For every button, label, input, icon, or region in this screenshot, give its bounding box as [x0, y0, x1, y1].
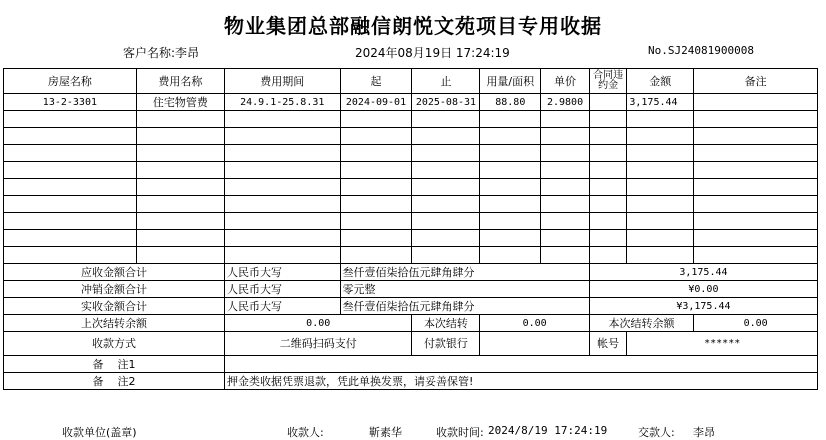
receipt-table	[3, 68, 818, 390]
empty-cell	[412, 162, 480, 179]
empty-cell	[136, 247, 224, 264]
empty-cell	[224, 128, 340, 145]
empty-cell	[412, 247, 480, 264]
empty-cell	[627, 213, 694, 230]
header-row	[4, 69, 818, 94]
empty-cell	[694, 179, 818, 196]
empty-cell	[694, 247, 818, 264]
empty-table-row	[4, 213, 818, 230]
empty-cell	[589, 196, 627, 213]
empty-cell	[340, 247, 412, 264]
note2: 押金类收据凭票退款，凭此单换发票，请妥善保管!	[224, 373, 817, 390]
cell-start: 2024-09-01	[340, 94, 412, 111]
header-usage: 用量/面积	[480, 69, 541, 94]
empty-cell	[224, 213, 340, 230]
empty-cell	[224, 247, 340, 264]
note1	[224, 356, 817, 373]
note1-row	[4, 356, 818, 373]
rmb-label: 人民币大写	[224, 281, 340, 298]
empty-cell	[412, 145, 480, 162]
empty-cell	[412, 213, 480, 230]
offset-amount: ¥0.00	[589, 281, 817, 298]
offset-row	[4, 281, 818, 298]
empty-cell	[694, 162, 818, 179]
empty-cell	[340, 128, 412, 145]
empty-cell	[480, 213, 541, 230]
empty-cell	[541, 196, 590, 213]
empty-cell	[589, 213, 627, 230]
account-label: 帐号	[589, 332, 627, 356]
table-row	[4, 94, 818, 111]
empty-cell	[541, 162, 590, 179]
empty-cell	[136, 213, 224, 230]
this-balance: 0.00	[694, 315, 818, 332]
pay-method-label: 收款方式	[4, 332, 225, 356]
empty-cell	[4, 162, 137, 179]
empty-cell	[136, 145, 224, 162]
header-house: 房屋名称	[4, 69, 137, 94]
empty-cell	[627, 145, 694, 162]
empty-cell	[340, 145, 412, 162]
account: ******	[627, 332, 818, 356]
empty-cell	[136, 179, 224, 196]
empty-cell	[340, 230, 412, 247]
empty-table-row	[4, 145, 818, 162]
empty-table-row	[4, 230, 818, 247]
empty-cell	[224, 111, 340, 128]
empty-cell	[224, 145, 340, 162]
empty-cell	[627, 247, 694, 264]
empty-cell	[541, 213, 590, 230]
receivable-words: 叁仟壹佰柒拾伍元肆角肆分	[340, 264, 589, 281]
empty-table-row	[4, 162, 818, 179]
empty-cell	[480, 196, 541, 213]
empty-cell	[4, 128, 137, 145]
empty-cell	[480, 145, 541, 162]
empty-cell	[480, 247, 541, 264]
empty-cell	[480, 230, 541, 247]
empty-rows	[4, 111, 818, 264]
this-carry-label: 本次结转	[412, 315, 480, 332]
empty-cell	[4, 111, 137, 128]
balance-row	[4, 315, 818, 332]
cell-unit-price: 2.9800	[541, 94, 590, 111]
note2-row	[4, 373, 818, 390]
actual-label: 实收金额合计	[4, 298, 225, 315]
empty-cell	[627, 230, 694, 247]
bank-label: 付款银行	[412, 332, 480, 356]
empty-cell	[480, 162, 541, 179]
empty-cell	[412, 179, 480, 196]
empty-cell	[136, 196, 224, 213]
empty-cell	[4, 247, 137, 264]
last-balance: 0.00	[224, 315, 412, 332]
empty-cell	[340, 179, 412, 196]
empty-table-row	[4, 128, 818, 145]
empty-cell	[412, 196, 480, 213]
cell-fee-name: 住宅物管费	[136, 94, 224, 111]
empty-cell	[4, 230, 137, 247]
empty-cell	[480, 179, 541, 196]
empty-cell	[4, 196, 137, 213]
empty-cell	[340, 196, 412, 213]
collect-time: 2024/8/19 17:24:19	[488, 424, 608, 437]
receivable-amount: 3,175.44	[589, 264, 817, 281]
header-start: 起	[340, 69, 412, 94]
customer-name: 客户名称:李昂	[123, 46, 200, 60]
this-carry: 0.00	[480, 315, 589, 332]
empty-cell	[589, 162, 627, 179]
empty-cell	[589, 128, 627, 145]
empty-cell	[694, 128, 818, 145]
empty-cell	[694, 111, 818, 128]
empty-cell	[589, 247, 627, 264]
empty-table-row	[4, 179, 818, 196]
cell-penalty	[589, 94, 627, 111]
header-fee-name: 费用名称	[136, 69, 224, 94]
header-amount: 金额	[627, 69, 694, 94]
empty-cell	[694, 196, 818, 213]
empty-table-row	[4, 196, 818, 213]
offset-label: 冲销金额合计	[4, 281, 225, 298]
empty-cell	[541, 179, 590, 196]
header-remark: 备注	[694, 69, 818, 94]
this-balance-label: 本次结转余额	[589, 315, 693, 332]
empty-cell	[541, 247, 590, 264]
payment-row	[4, 332, 818, 356]
empty-cell	[694, 230, 818, 247]
note2-label: 备 注2	[4, 373, 225, 390]
empty-cell	[340, 111, 412, 128]
empty-cell	[627, 162, 694, 179]
offset-words: 零元整	[340, 281, 589, 298]
empty-cell	[340, 162, 412, 179]
empty-table-row	[4, 111, 818, 128]
empty-cell	[627, 128, 694, 145]
empty-cell	[224, 196, 340, 213]
empty-cell	[480, 128, 541, 145]
empty-cell	[412, 128, 480, 145]
note1-label: 备 注1	[4, 356, 225, 373]
actual-amount: ¥3,175.44	[589, 298, 817, 315]
empty-cell	[340, 213, 412, 230]
pay-method: 二维码扫码支付	[224, 332, 412, 356]
empty-cell	[589, 230, 627, 247]
empty-cell	[627, 179, 694, 196]
empty-cell	[4, 145, 137, 162]
empty-cell	[412, 230, 480, 247]
empty-cell	[4, 179, 137, 196]
actual-row	[4, 298, 818, 315]
empty-cell	[136, 230, 224, 247]
empty-table-row	[4, 247, 818, 264]
bank	[480, 332, 589, 356]
header-period: 费用期间	[224, 69, 340, 94]
collecting-unit-label: 收款单位(盖章)	[62, 426, 137, 439]
cell-usage: 88.80	[480, 94, 541, 111]
empty-cell	[694, 213, 818, 230]
empty-cell	[224, 230, 340, 247]
last-balance-label: 上次结转余额	[4, 315, 225, 332]
empty-cell	[589, 145, 627, 162]
actual-words: 叁仟壹佰柒拾伍元肆角肆分	[340, 298, 589, 315]
empty-cell	[480, 111, 541, 128]
empty-cell	[627, 111, 694, 128]
cell-amount: 3,175.44	[627, 94, 694, 111]
header-penalty: 合同违约金	[589, 69, 627, 94]
rmb-label: 人民币大写	[224, 298, 340, 315]
cell-period: 24.9.1-25.8.31	[224, 94, 340, 111]
empty-cell	[541, 128, 590, 145]
empty-cell	[694, 145, 818, 162]
empty-cell	[541, 145, 590, 162]
payer-name: 李昂	[693, 426, 715, 439]
header-unit-price: 单价	[541, 69, 590, 94]
empty-cell	[224, 179, 340, 196]
receivable-row	[4, 264, 818, 281]
receipt-number: No.SJ24081900008	[648, 44, 754, 57]
receivable-label: 应收金额合计	[4, 264, 225, 281]
payee-label: 收款人:	[287, 426, 324, 439]
empty-cell	[136, 162, 224, 179]
cell-remark	[694, 94, 818, 111]
empty-cell	[541, 230, 590, 247]
cell-house: 13-2-3301	[4, 94, 137, 111]
empty-cell	[136, 128, 224, 145]
collect-time-label: 收款时间:	[436, 426, 484, 439]
empty-cell	[627, 196, 694, 213]
empty-cell	[136, 111, 224, 128]
empty-cell	[412, 111, 480, 128]
empty-cell	[589, 179, 627, 196]
empty-cell	[589, 111, 627, 128]
receipt-title: 物业集团总部融信朗悦文苑项目专用收据	[224, 14, 602, 38]
rmb-label: 人民币大写	[224, 264, 340, 281]
cell-end: 2025-08-31	[412, 94, 480, 111]
payee-name: 靳素华	[369, 426, 402, 439]
header-end: 止	[412, 69, 480, 94]
receipt-datetime: 2024年08月19日 17:24:19	[355, 46, 510, 60]
empty-cell	[224, 162, 340, 179]
empty-cell	[541, 111, 590, 128]
payer-label: 交款人:	[638, 426, 675, 439]
empty-cell	[4, 213, 137, 230]
